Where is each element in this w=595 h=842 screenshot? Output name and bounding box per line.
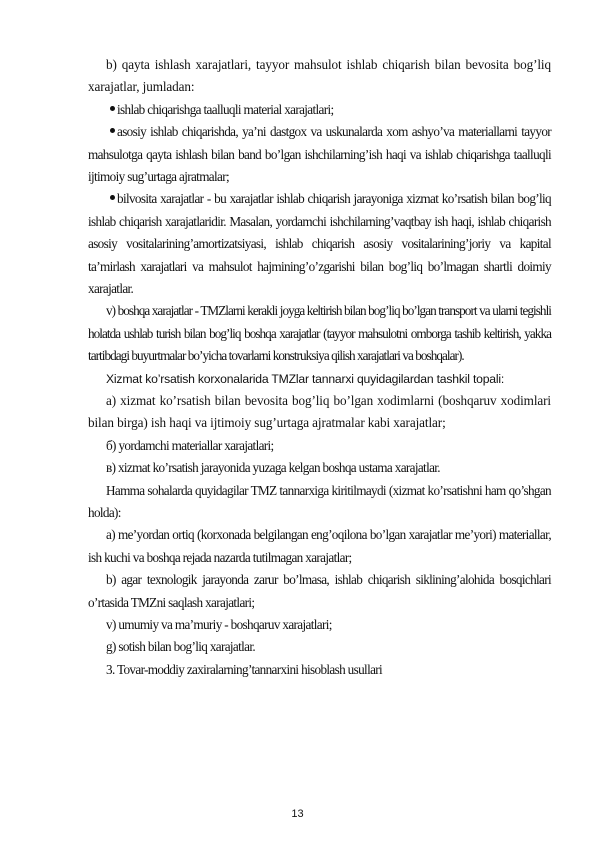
bullet-text: bilvosita xarajatlar - bu xarajatlar ishlab chiqarish jarayoniga xizmat ko’rsatish bilan bog’liq ishlab chiqarish xarajatlaridir. Masalan, yordamchi ishchilarning’vaqtbay ish haqi, ishlab chiqarish asosiy vositalarining’amortizatsiyasi, ishlab chiqarish asosiy vositalarining’joriy va kapital ta’mirlash xarajatlari va mahsulot hajmining’o’zgarishi bilan bog’liq bo’lmagan shartli doimiy xarajatlar. — [88, 191, 551, 296]
bullet-icon — [110, 195, 115, 200]
bullet-text: asosiy ishlab chiqarishda, ya’ni dastgox va uskunalarda xom ashyo’va materiallarni tayyor mahsulotga qayta ishlash bilan band bo’lgan ishchilarning’ish haqi va ishlab chiqarishga taalluqli ijtimoiy sug’urtaga ajratmalar; — [88, 124, 551, 184]
paragraph-umumiy-mamuriy: v) umumiy va ma’muriy - boshqaruv xarajatlari; — [106, 616, 332, 632]
paragraph-sotish: g) sotish bilan bog’liq xarajatlar. — [106, 639, 256, 655]
page-number: 13 — [291, 808, 304, 820]
bullet-text: ishlab chiqarishga taalluqli material xarajatlari; — [117, 101, 334, 117]
paragraph-boshqa-xarajatlar: v) boshqa xarajatlar - TMZlarni kerakli joyga keltirish bilan bog’liq bo’lgan transport va ularni tegishli holatda ushlab turish bilan bog’liq boshqa xarajatlar (tayyor mahsulotni omborga tashib keltirish, yakka tartibdagi buyurtmalar bo’yicha tovarlarni konstruksiya qilish xarajatlari va boshqalar). — [88, 303, 551, 364]
paragraph-yordamchi-materiallar: б) yordamchi materiallar xarajatlari; — [106, 437, 274, 453]
paragraph-qayta-ishlash: b) qayta ishlash xarajatlari, tayyor mahsulot ishlab chiqarish bilan bevosita bog’liq xarajatlar, jumladan: — [88, 57, 551, 95]
paragraph-a-xizmat: a) xizmat ko’rsatish bilan bevosita bog’liq bo’lgan xodimlarni (boshqaruv xodimlari bilan birga) ish haqi va ijtimoiy sug’urtaga ajratmalar kabi xarajatlar; — [88, 392, 551, 431]
paragraph-hamma-sohalarda: Hamma sohalarda quyidagilar TMZ tannarxiga kiritilmaydi (xizmat ko’rsatishni ham qo’shgan holda): — [88, 482, 551, 520]
bullet-icon — [110, 106, 115, 111]
paragraph-meyordan-ortiq: a) me’yordan ortiq (korxonada belgilangan eng’oqilona bo’lgan xarajatlar me’yori) materiallar, ish kuchi va boshqa rejada nazarda tutilmagan xarajatlar; — [88, 527, 551, 565]
paragraph-texnologik-jarayon: b) agar texnologik jarayonda zarur bo’lmasa, ishlab chiqarish siklining’alohida bosqichlari o’rtasida TMZni saqlash xarajatlari; — [88, 572, 551, 610]
paragraph-xizmat-korsatish: Xizmat ko’rsatish korxonalarida TMZlar tannarxi quyidagilardan tashkil topali: — [106, 371, 505, 386]
bullet-item-material — [88, 99, 551, 121]
body-text — [88, 54, 551, 681]
bullet-icon — [110, 128, 115, 133]
bullet-item-asosiy — [88, 121, 551, 188]
paragraph-ustama-xarajatlar: в) xizmat ko’rsatish jarayonida yuzaga kelgan boshqa ustama xarajatlar. — [106, 460, 440, 476]
section-heading-tannarx-usullari: 3. Tovar-moddiy zaxiralarning’tannarxini hisoblash usullari — [106, 661, 383, 677]
bullet-item-bilvosita — [88, 188, 551, 300]
